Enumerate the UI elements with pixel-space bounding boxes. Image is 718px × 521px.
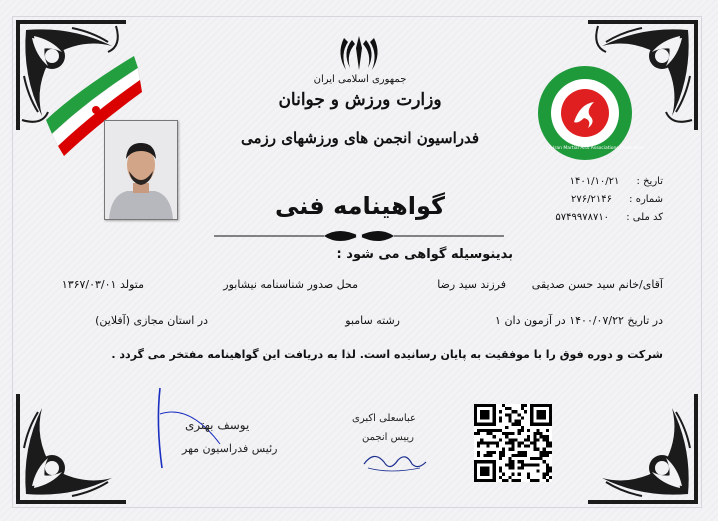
holder-name: آقای/خانم سید حسن صدیقی — [531, 278, 663, 291]
date-label: تاریخ : — [636, 176, 663, 187]
certificate-title: گواهینامه فنی — [274, 192, 446, 220]
national-id-row — [555, 212, 663, 223]
date-row — [570, 176, 663, 187]
divider-ornament — [214, 226, 504, 246]
qr-code — [474, 404, 552, 482]
birth-place: محل صدور شناسنامه نیشابور — [223, 278, 358, 291]
parent-name: فرزند سید رضا — [437, 278, 506, 291]
federation-signature-name: یوسف بهتری — [185, 418, 250, 432]
president-title: رییس انجمن — [362, 432, 414, 443]
emblem-caption: جمهوری اسلامی ایران — [313, 74, 407, 85]
sport-field: رشته سامبو — [345, 314, 400, 327]
president-name: عباسعلی اکبری — [352, 413, 416, 424]
corner-ornament-bottom-right — [584, 390, 702, 508]
federation-signature-title — [182, 442, 277, 455]
national-emblem-icon — [338, 34, 380, 74]
number-label: شماره : — [629, 194, 663, 205]
ministry-name: وزارت ورزش و جوانان — [278, 90, 442, 110]
national-id-label: کد ملی : — [626, 212, 663, 223]
president-signature-mark — [360, 446, 430, 476]
federation-signature-word: مهر — [182, 442, 200, 455]
exam-date: در تاریخ ۱۴۰۰/۰۷/۲۲ در آزمون دان ۱ — [495, 314, 663, 327]
federation-name: فدراسیون انجمن های ورزشهای رزمی — [240, 129, 480, 147]
logo-english-text: I.R.Iran Martial Arts Associations Federation — [546, 146, 645, 151]
national-id-value: ۵۷۴۹۹۷۸۷۱۰ — [555, 212, 610, 223]
holder-photo — [104, 120, 178, 220]
federation-logo — [536, 64, 645, 162]
date-value: ۱۴۰۱/۱۰/۲۱ — [569, 176, 620, 187]
intro-text: بدینوسیله گواهی می شود : — [336, 247, 513, 262]
number-row — [571, 194, 663, 205]
birth-date: متولد ۱۳۶۷/۰۳/۰۱ — [61, 278, 144, 291]
corner-ornament-bottom-left — [12, 390, 130, 508]
number-value: ۲۷۶/۲۱۴۶ — [571, 194, 612, 205]
completion-statement: شرکت و دوره فوق را با موفقیت به پایان رسانیده است. لذا به دریافت این گواهینامه مفتخر می گردد . — [111, 348, 663, 361]
federation-signature-title-text: رئیس فدراسیون — [199, 442, 278, 455]
province: در استان مجازی (آفلاین) — [95, 314, 208, 327]
